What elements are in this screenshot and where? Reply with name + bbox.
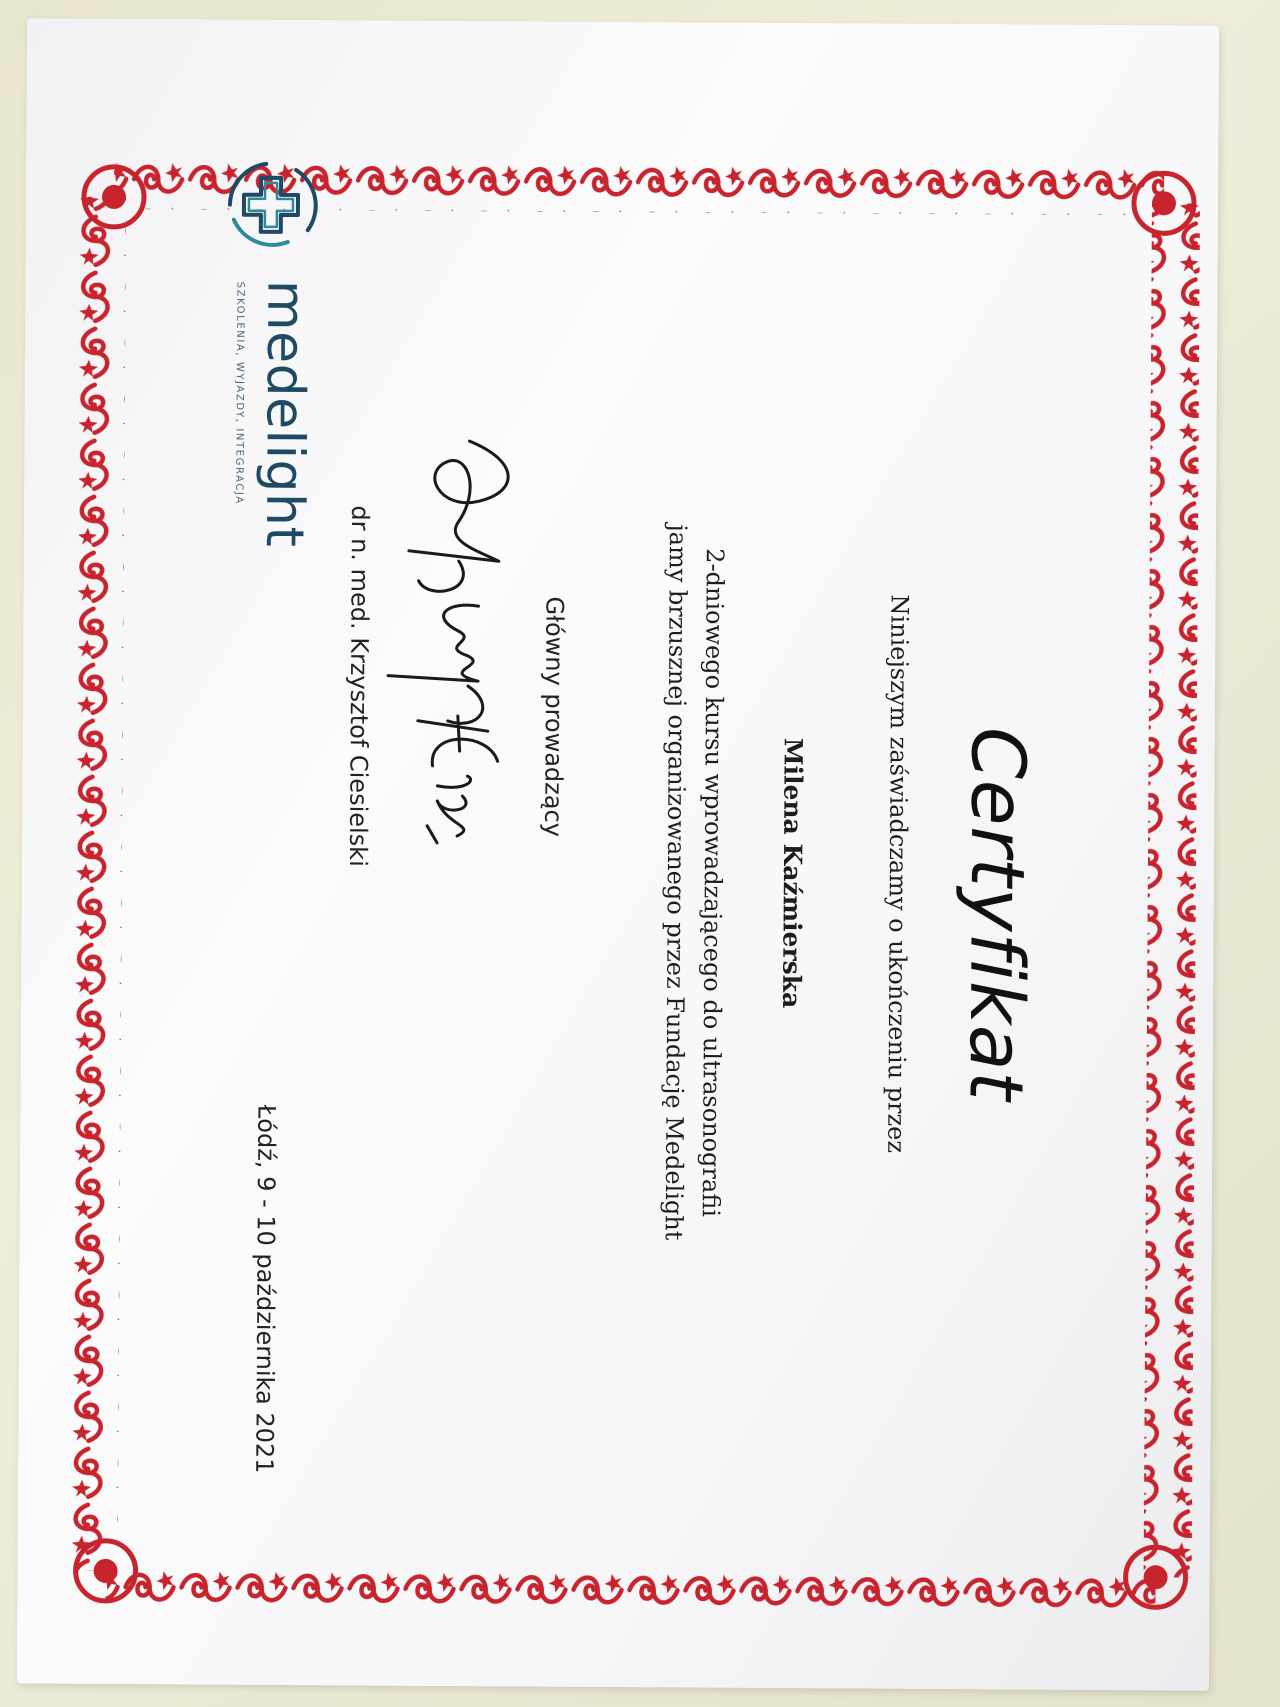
logo-icon-svg: [216, 150, 327, 261]
certificate-content: [188, 279, 1055, 1524]
medical-cross-icon: [216, 150, 327, 261]
lead-instructor-name: dr n. med. Krzysztof Ciesielski: [343, 505, 375, 867]
medelight-logo: [194, 149, 347, 590]
handwritten-signature-icon: [377, 431, 540, 852]
course-description-line-2: jamy brzusznej organizowanego przez Fundację Medelight: [659, 524, 693, 1241]
certificate-sheet: [17, 18, 1219, 1690]
place-and-date: Łódź, 9 - 10 października 2021: [250, 1104, 281, 1474]
recipient-name: Milena Kaźmierska: [777, 737, 808, 1009]
lead-instructor-label: Główny prowadzący: [539, 596, 569, 838]
certificate-title: Certyfikat: [952, 726, 1041, 1102]
logo-tagline: SZKOLENIA, WYJAZDY, INTEGRACJA: [233, 281, 246, 505]
certificate-intro: Niniejszym zaświadczamy o ukończeniu przez: [882, 594, 914, 1154]
logo-name: medelight: [253, 279, 316, 548]
course-description-line-1: 2-dniowego kursu wprowadzającego do ultrasonografii: [696, 548, 729, 1218]
signature-svg: [377, 431, 540, 852]
